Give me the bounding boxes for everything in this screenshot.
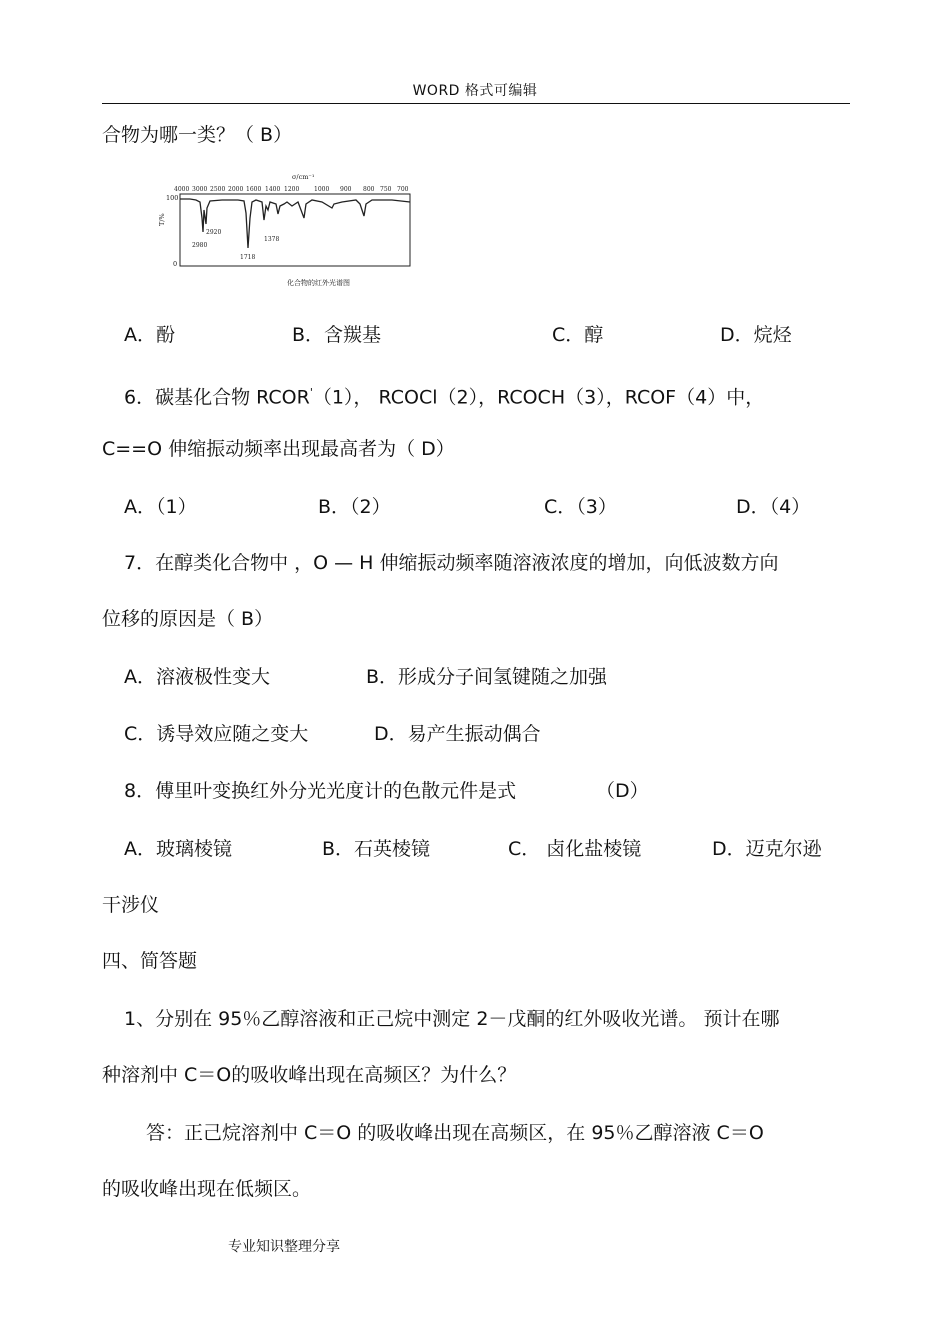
q5-option-c: C．醇 — [552, 324, 604, 346]
ir-peak-label: 1718 — [240, 254, 256, 261]
ir-tick: 1200 — [284, 186, 300, 193]
q7-line1: 7．在醇类化合物中 ，O — H 伸缩振动频率随溶液浓度的增加，向低波数方向 — [124, 552, 779, 574]
q6-option-c: C．（3） — [544, 496, 617, 518]
ir-tick: 1400 — [265, 186, 281, 193]
ir-peak-label: 2980 — [192, 242, 208, 249]
q6-option-d: D．（4） — [736, 496, 811, 518]
q6-line2: C==O 伸缩振动频率出现最高者为（ D） — [102, 438, 455, 460]
ir-tick: 700 — [397, 186, 409, 193]
q6-line1 — [124, 380, 764, 410]
s1-line2: 种溶剂中 C＝O的吸收峰出现在高频区？为什么？ — [102, 1064, 517, 1086]
q5-option-b: B．含羰基 — [292, 324, 382, 346]
q8-line1: 8．傅里叶变换红外分光光度计的色散元件是式 — [124, 780, 517, 802]
ir-tick: 1600 — [246, 186, 262, 193]
s1-line1: 1、分别在 95％乙醇溶液和正己烷中测定 2－戊酮的红外吸收光谱。 预计在哪 — [124, 1008, 780, 1030]
ir-tick: 4000 — [174, 186, 190, 193]
q5-option-a: A．酚 — [124, 324, 175, 346]
q5-option-d: D．烷烃 — [720, 324, 792, 346]
q7-option-b: B．形成分子间氢键随之加强 — [366, 666, 608, 688]
q6-option-a: A．（1） — [124, 496, 197, 518]
ir-tick: 750 — [380, 186, 392, 193]
q7-line2: 位移的原因是（ B） — [102, 608, 274, 630]
ir-spectrum-figure — [152, 168, 422, 290]
s1-answer-line1: 答：正己烷溶剂中 C＝O 的吸收峰出现在高频区，在 95％乙醇溶液 C＝O — [146, 1122, 764, 1144]
q8-option-c: C． 卤化盐棱镜 — [508, 838, 642, 860]
ir-spectrum-curve — [180, 199, 410, 248]
q8-continuation: 干涉仪 — [102, 894, 160, 916]
ir-caption: 化合物的红外光谱图 — [287, 279, 350, 287]
header-divider — [102, 103, 850, 104]
q7-option-a: A．溶液极性变大 — [124, 666, 270, 688]
q6-line1-main: 6．碳基化合物 RCOR — [124, 386, 310, 409]
ir-tick: 2000 — [228, 186, 244, 193]
q8-option-d: D．迈克尔逊 — [712, 838, 822, 860]
ir-tick: 3000 — [192, 186, 208, 193]
ir-tick: 1000 — [314, 186, 330, 193]
q8-option-b: B．石英棱镜 — [322, 838, 431, 860]
ir-peak-label: 2920 — [206, 229, 222, 236]
q6-option-b: B．（2） — [318, 496, 391, 518]
ir-y-top: 100 — [166, 194, 179, 202]
ir-axis-top-label: σ/cm⁻¹ — [292, 173, 315, 181]
q7-option-d: D．易产生振动偶合 — [374, 723, 541, 745]
ir-y-bottom: 0 — [173, 260, 178, 268]
q5-stem: 合物为哪一类？（ B） — [102, 124, 293, 146]
page-footer: 专业知识整理分享 — [228, 1239, 340, 1255]
ir-tick: 2500 — [210, 186, 226, 193]
q6-prime: ' — [309, 386, 313, 399]
q8-option-a: A．玻璃棱镜 — [124, 838, 232, 860]
ir-tick: 900 — [340, 186, 352, 193]
ir-peak-label: 1378 — [264, 236, 280, 243]
q7-option-c: C．诱导效应随之变大 — [124, 723, 309, 745]
ir-y-label: T/% — [158, 213, 166, 226]
q8-answer: （D） — [596, 780, 649, 802]
s1-answer-line2: 的吸收峰出现在低频区。 — [102, 1178, 312, 1200]
section-title: 四、简答题 — [102, 950, 198, 972]
page-header: WORD 格式可编辑 — [412, 83, 538, 99]
ir-tick: 800 — [363, 186, 375, 193]
q6-line1-rest: （1）， RCOCl（2），RCOCH（3），RCOF（4）中， — [312, 386, 765, 409]
